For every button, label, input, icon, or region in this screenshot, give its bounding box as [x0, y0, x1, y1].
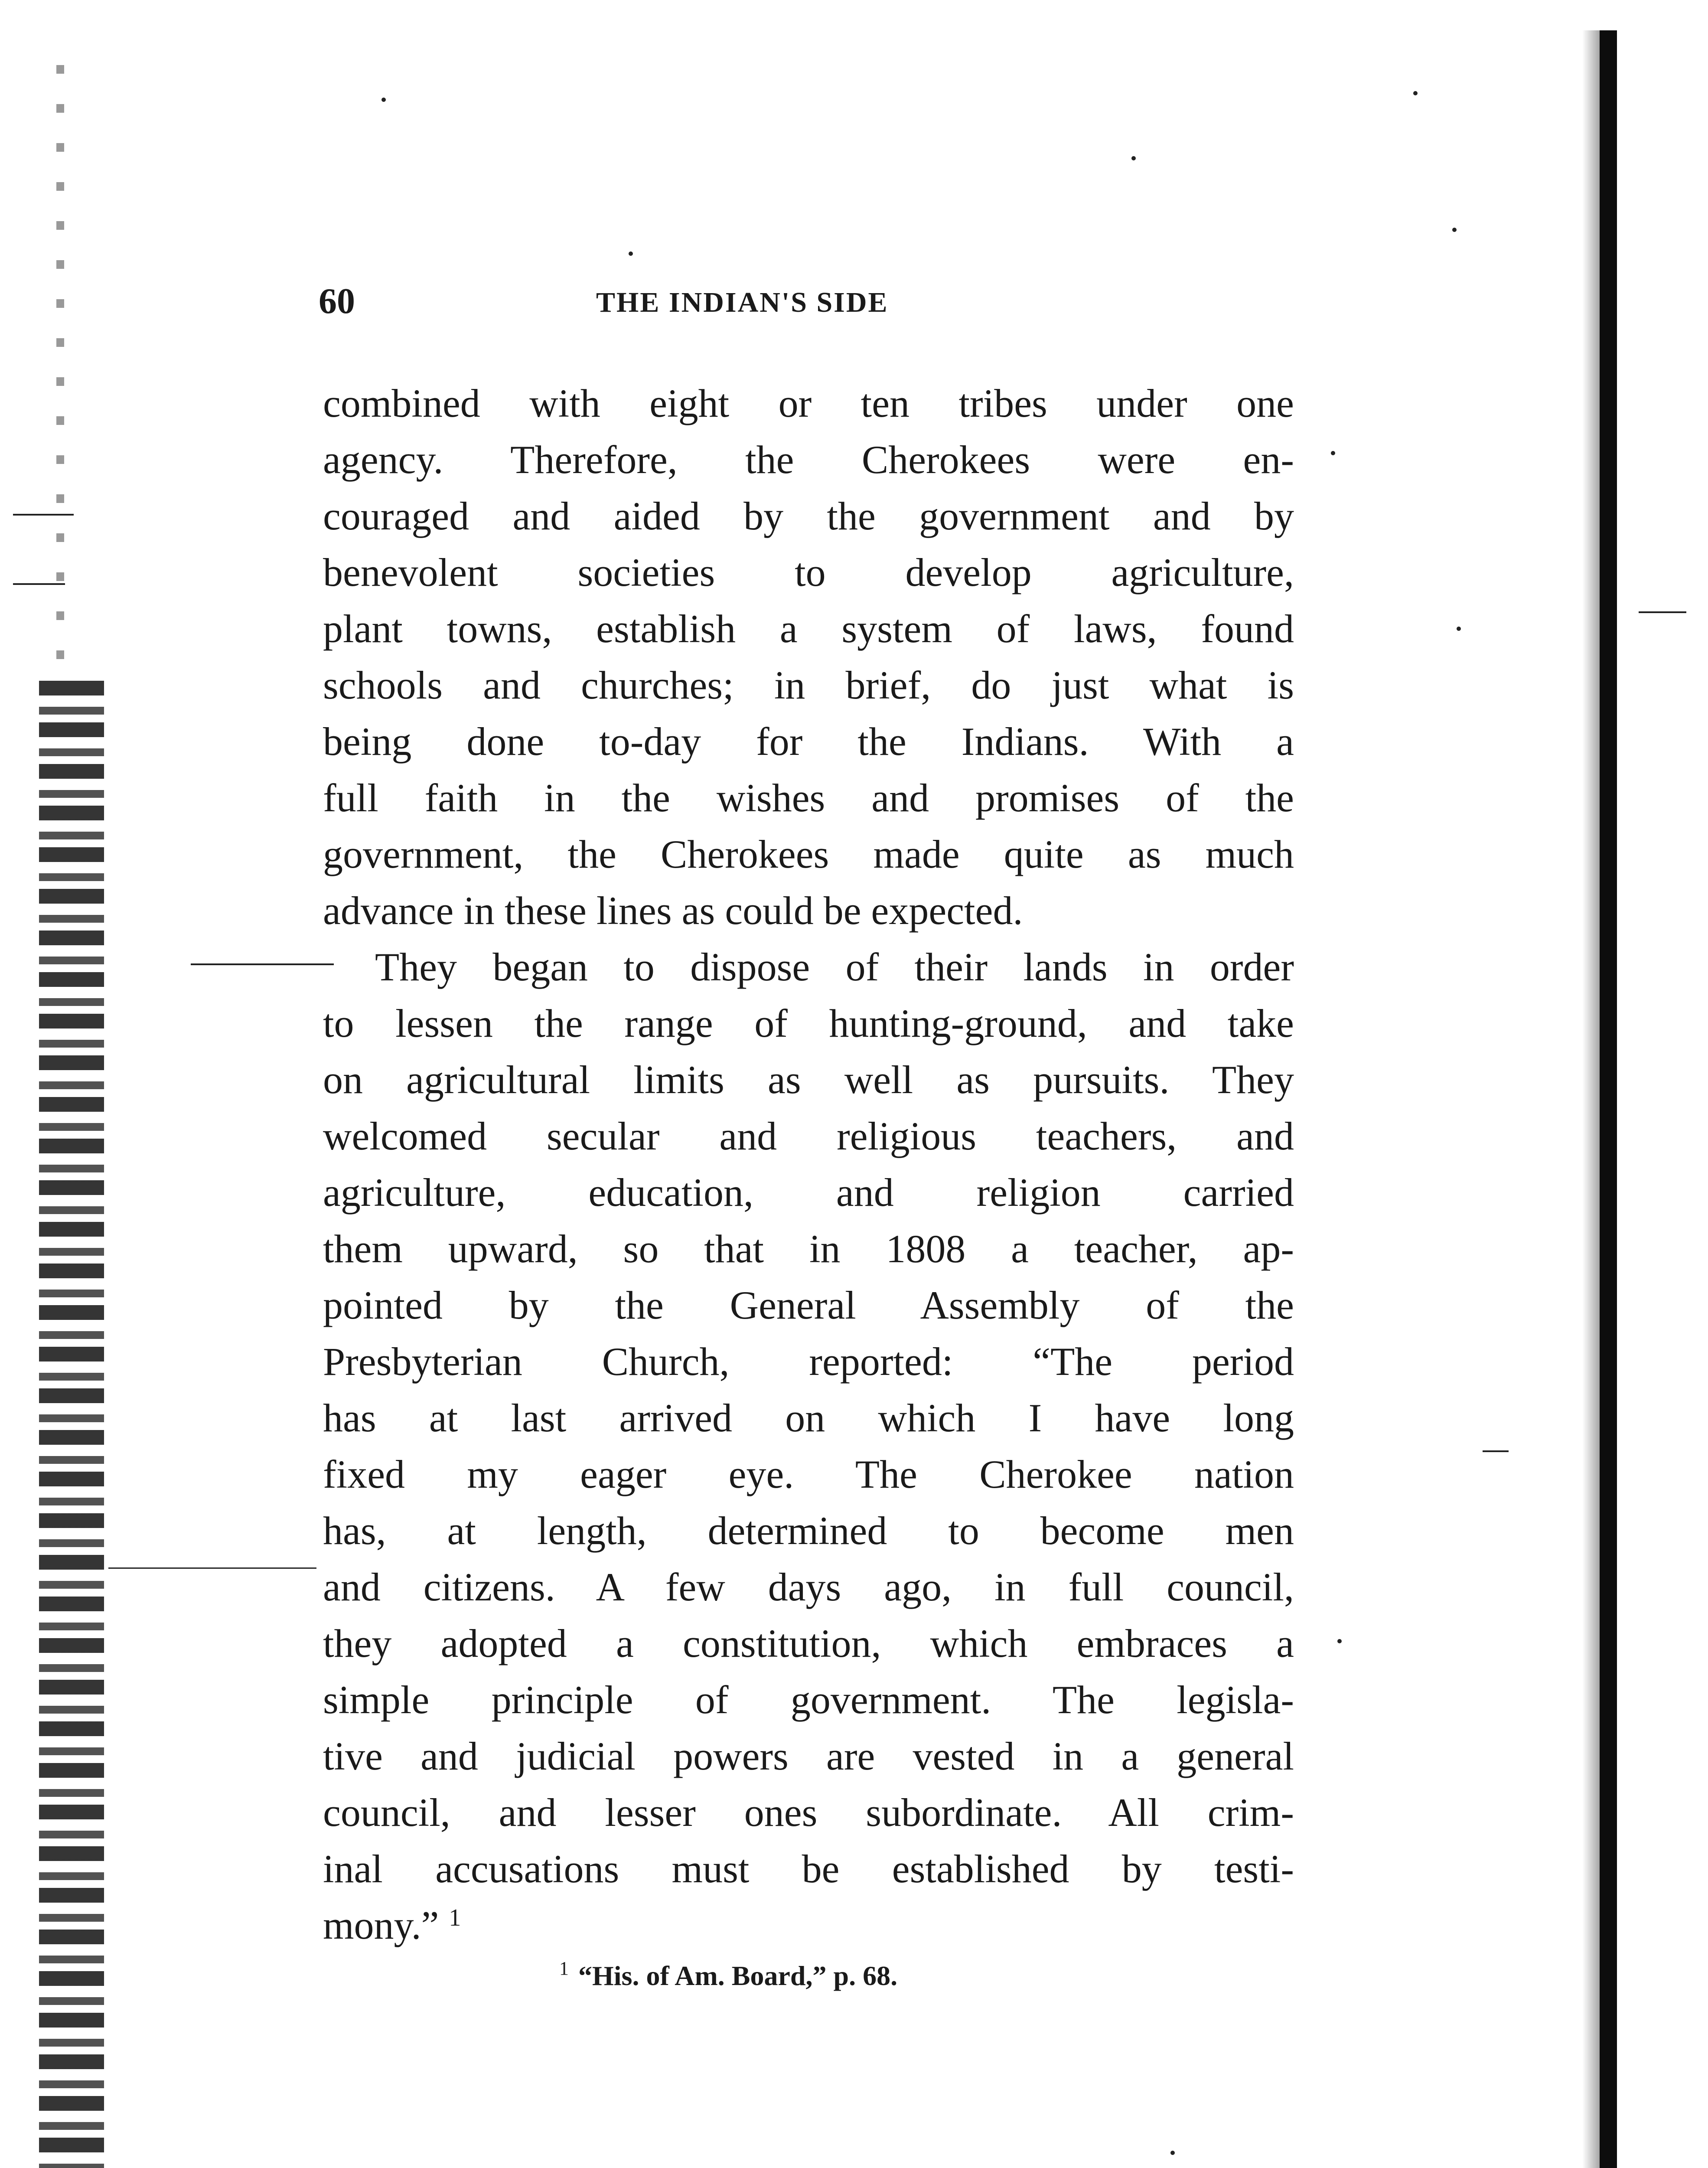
body-text — [323, 375, 1294, 1953]
margin-mark — [1483, 1450, 1509, 1452]
footnote — [559, 1947, 897, 1998]
text-line: has, at length, determined to become men — [323, 1508, 1294, 1553]
footnote-text: “His. of Am. Board,” p. 68. — [578, 1960, 898, 1991]
text-line: welcomed secular and religious teachers, and — [323, 1114, 1294, 1158]
speck — [1413, 91, 1418, 95]
text-line: inal accusations must be established by testi- — [323, 1847, 1294, 1891]
text-line: Presbyterian Church, reported: “The period — [323, 1339, 1294, 1384]
footnote-marker: 1 — [559, 1958, 569, 1979]
speck — [1170, 2151, 1175, 2155]
scan-edge-left-thin — [56, 52, 64, 659]
scan-edge-right-shadow — [1582, 30, 1600, 2168]
text-line: agency. Therefore, the Cherokees were en- — [323, 438, 1294, 482]
footnote-reference: 1 — [449, 1904, 461, 1931]
running-title: THE INDIAN'S SIDE — [596, 287, 889, 318]
text-line: they adopted a constitution, which embraces a — [323, 1621, 1294, 1665]
text-line: to lessen the range of hunting-ground, and take — [323, 1001, 1294, 1045]
text-line-last — [323, 1897, 1294, 1953]
text-line: They began to dispose of their lands in order — [375, 945, 1294, 989]
text-line: schools and churches; in brief, do just what is — [323, 663, 1294, 707]
speck — [1337, 1639, 1342, 1643]
text-line: agriculture, education, and religion carried — [323, 1170, 1294, 1215]
speck — [381, 98, 386, 102]
speck — [629, 251, 633, 256]
text-line: simple principle of government. The legisla- — [323, 1678, 1294, 1722]
text-line: on agricultural limits as well as pursuits. They — [323, 1058, 1294, 1102]
running-head — [319, 278, 1025, 325]
text-line: has at last arrived on which I have long — [323, 1396, 1294, 1440]
scan-edge-right — [1600, 30, 1617, 2168]
speck — [1331, 451, 1335, 455]
margin-mark — [191, 963, 334, 965]
text-line: pointed by the General Assembly of the — [323, 1283, 1294, 1327]
text-line: combined with eight or ten tribes under one — [323, 381, 1294, 425]
text-line: and citizens. A few days ago, in full council, — [323, 1565, 1294, 1609]
text-line: plant towns, establish a system of laws, found — [323, 607, 1294, 651]
speck — [1131, 156, 1136, 160]
text-line: tive and judicial powers are vested in a general — [323, 1734, 1294, 1778]
text-line: council, and lesser ones subordinate. All crim- — [323, 1790, 1294, 1835]
scan-edge-left — [39, 676, 104, 2168]
speck — [1452, 228, 1457, 232]
text-line: fixed my eager eye. The Cherokee nation — [323, 1452, 1294, 1496]
margin-mark — [13, 583, 65, 585]
text-line: government, the Cherokees made quite as much — [323, 832, 1294, 876]
margin-mark — [108, 1567, 316, 1569]
text-line: full faith in the wishes and promises of the — [323, 776, 1294, 820]
text-line: advance in these lines as could be expected. — [323, 888, 1023, 933]
text-line-content: mony.” — [323, 1903, 439, 1947]
margin-mark — [13, 514, 74, 516]
speck — [1457, 627, 1461, 631]
text-line: them upward, so that in 1808 a teacher, ap- — [323, 1227, 1294, 1271]
text-line: couraged and aided by the government and by — [323, 494, 1294, 538]
page-number: 60 — [319, 281, 355, 321]
text-line: being done to-day for the Indians. With a — [323, 719, 1294, 764]
text-line: benevolent societies to develop agriculture, — [323, 550, 1294, 594]
margin-mark — [1639, 611, 1686, 613]
